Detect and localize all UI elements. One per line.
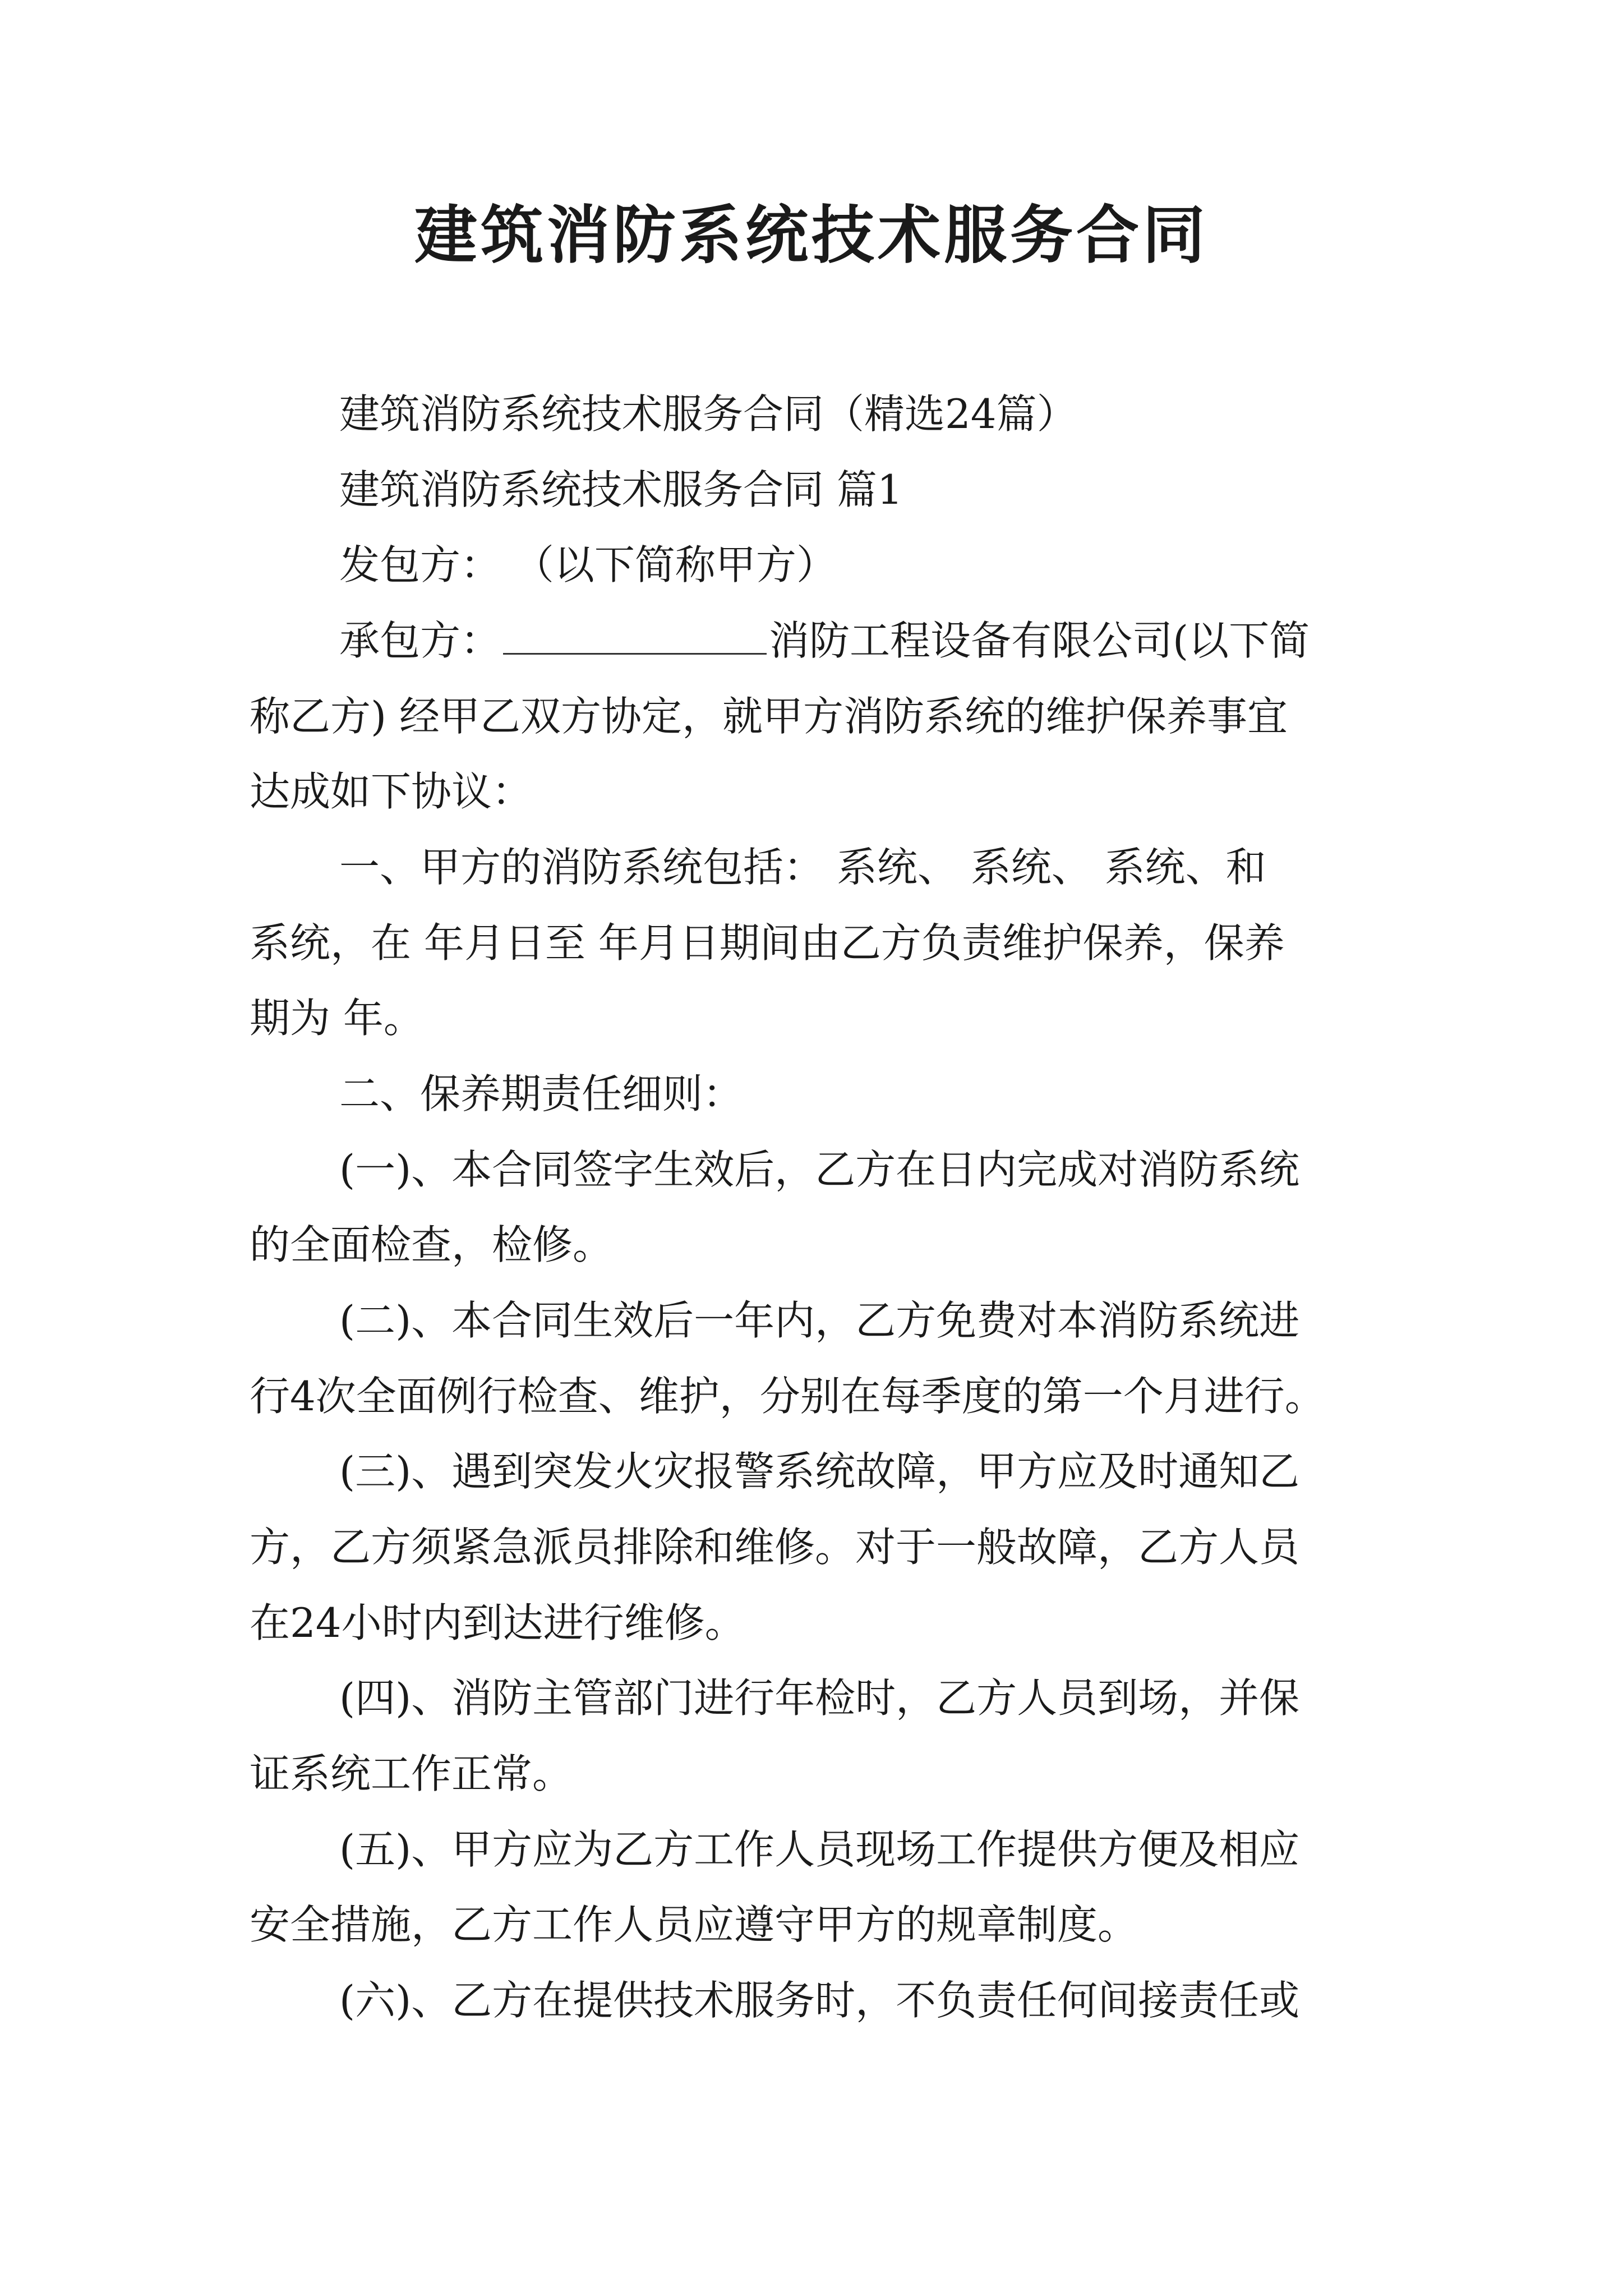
paragraph-line: 系统，在 年月日至 年月日期间由乙方负责维护保养，保养	[250, 919, 1285, 967]
paragraph-line: 达成如下协议：	[250, 768, 533, 815]
paragraph-line: 证系统工作正常。	[250, 1750, 573, 1797]
paragraph-line: 期为 年。	[250, 995, 424, 1042]
item-2-line: (二)、本合同生效后一年内，乙方免费对本消防系统进	[339, 1297, 1300, 1344]
item-6-line: (六)、乙方在提供技术服务时，不负责任何间接责任或	[339, 1977, 1300, 2024]
section-heading: 建筑消防系统技术服务合同 篇1	[339, 466, 903, 513]
item-3-line: (三)、遇到突发火灾报警系统故障，甲方应及时通知乙	[339, 1448, 1300, 1495]
clause-2-heading: 二、保养期责任细则：	[339, 1070, 744, 1117]
document-title: 建筑消防系统技术服务合同	[414, 199, 1209, 272]
party-b-line	[339, 615, 1310, 666]
paragraph-line: 的全面检查，检修。	[250, 1221, 614, 1268]
paragraph-line: 安全措施，乙方工作人员应遵守甲方的规章制度。	[250, 1901, 1138, 1948]
item-1-line: (一)、本合同签字生效后，乙方在日内完成对消防系统	[339, 1146, 1300, 1193]
paragraph-line: 行4次全面例行检查、维护，分别在每季度的第一个月进行。	[250, 1373, 1325, 1420]
paragraph-line: 方，乙方须紧急派员排除和维修。对于一般故障，乙方人员	[250, 1524, 1300, 1571]
item-4-line: (四)、消防主管部门进行年检时，乙方人员到场，并保	[339, 1674, 1300, 1722]
party-b-label: 承包方：	[339, 617, 501, 664]
paragraph-line: 称乙方) 经甲乙双方协定，就甲方消防系统的维护保养事宜	[250, 693, 1288, 740]
item-5-line: (五)、甲方应为乙方工作人员现场工作提供方便及相应	[339, 1826, 1300, 1873]
paragraph-line: 在24小时内到达进行维修。	[250, 1599, 745, 1646]
party-b-blank	[503, 618, 767, 655]
subtitle-line: 建筑消防系统技术服务合同（精选24篇）	[339, 390, 1077, 438]
clause-1-line: 一、甲方的消防系统包括： 系统、 系统、 系统、和	[339, 844, 1266, 891]
party-b-company: 消防工程设备有限公司(以下简	[769, 617, 1310, 664]
party-a-line: 发包方： （以下简称甲方）	[339, 541, 837, 588]
